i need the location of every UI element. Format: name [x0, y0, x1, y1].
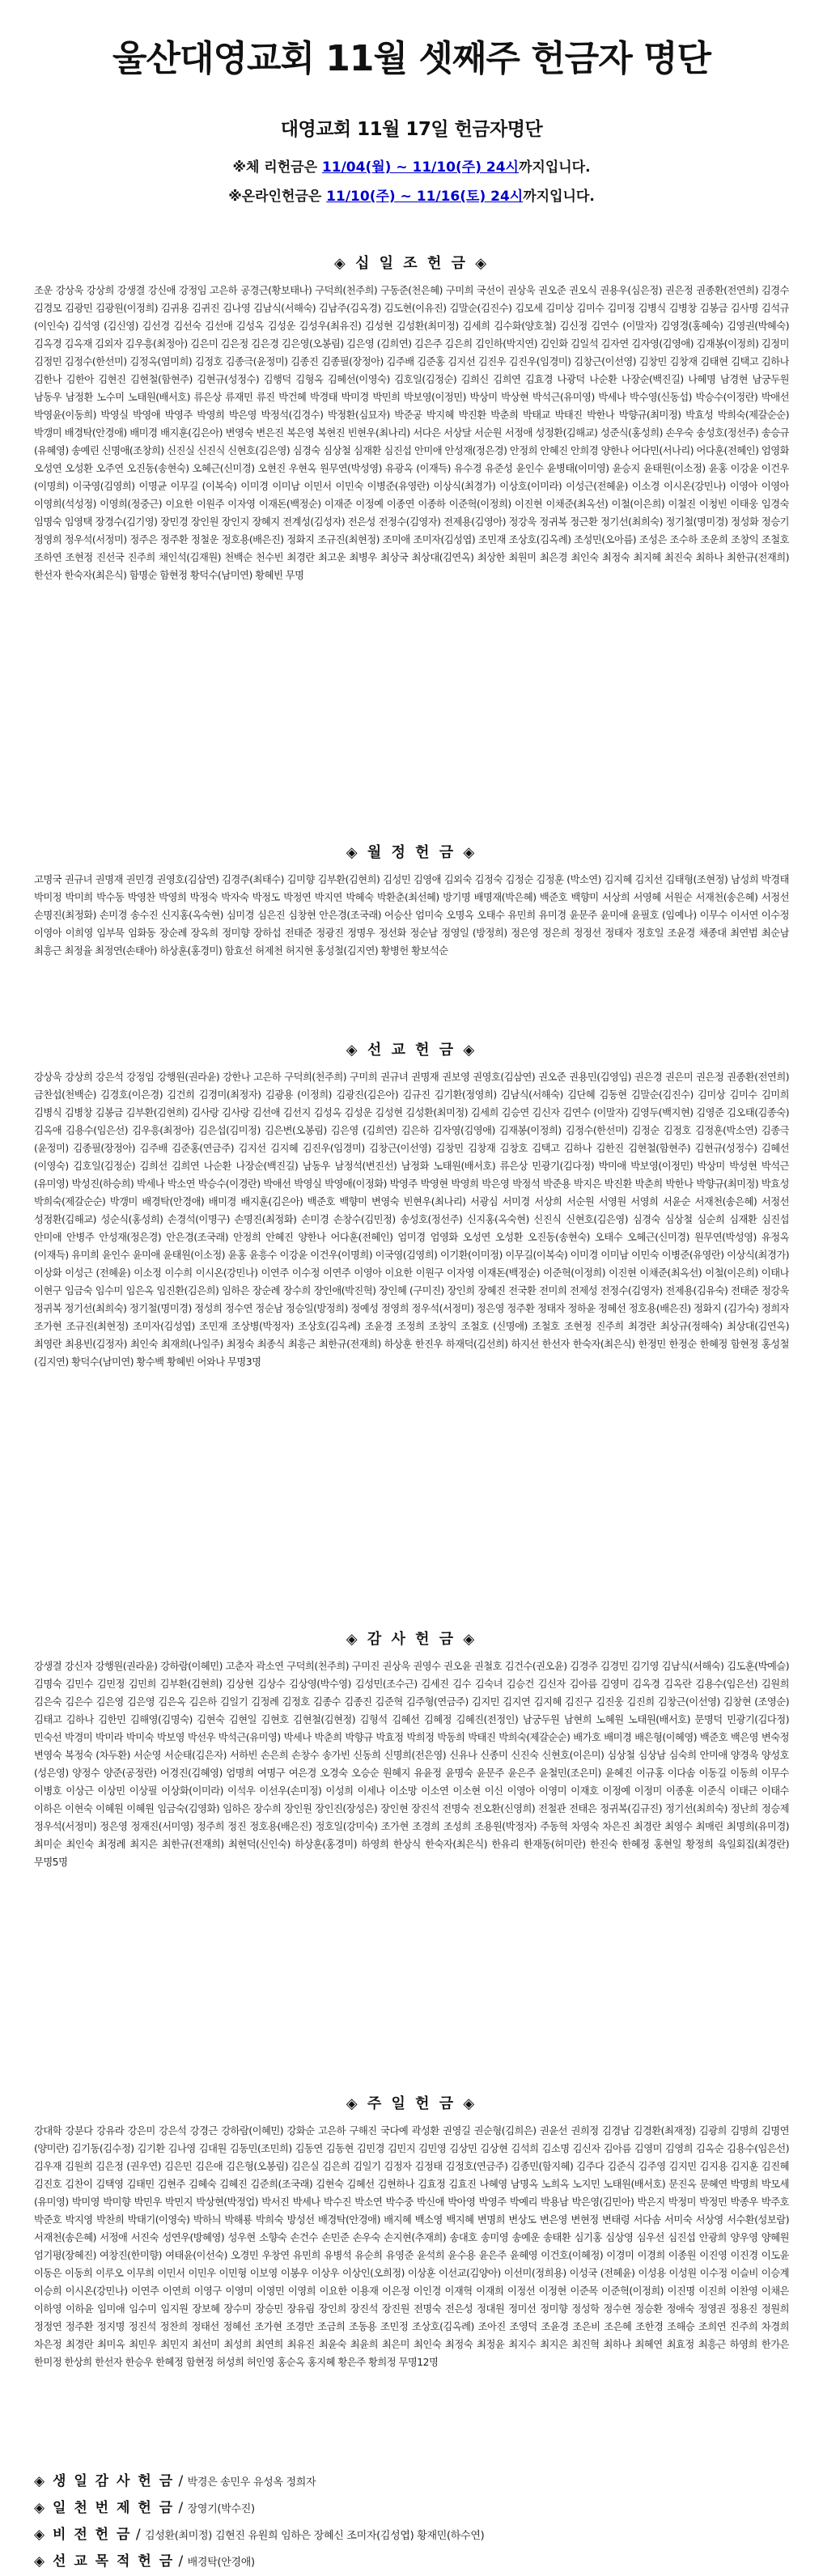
- extra-row-thousand: ◈ 일 천 번 제 헌 금 / 장영기(박수진): [34, 2500, 255, 2516]
- extra-row-vision: ◈ 비 전 헌 금 / 김성환(최미정) 김현진 유원희 임하은 장혜신 조미자(김성엽) 황재민(하수연): [34, 2527, 485, 2543]
- section-title-tithe: ◈ 십 일 조 헌 금 ◈: [333, 255, 490, 272]
- extra-value: 장영기(박수진): [187, 2503, 255, 2515]
- extra-value: 김성환(최미정) 김현진 유원희 임하은 장혜신 조미자(김성엽) 황재민(하수연): [144, 2530, 485, 2542]
- section-names-tithe: 조운 강상욱 강상희 강생결 강신애 강정임 고은하 공경근(황보태나) 구덕희(천주희) 구동준(천은혜) 구미희 국선이 권상욱 권오준 권오식 권용우(심은정) 권은정 권종환(전연희) 김경수 김경모 김광민 김광원(이정희) 김귀용 김귀진 김나영 김남식(서해숙) 김남주(김옥경) 김도현(이유진) 김말순(김진수) 김모세 김미상 김미수 김미정 김병식 김병창 김봉금 김사명 김석규(이인숙) 김석영 (김신영) 김선경 김선숙 김선애 김성옥 김성운 김성우(최유진) 김성현 김성환(최미정) 김세희 김수화(양호철) 김신정 김연수 (이말자) 김영경(홍혜숙) 김영권(박혜숙) 김옥경 김옥재 김외자 김우흥(최정아) 김은미 김은정 김은경 김은영(오봉림) 김은영 (김희연) 김은주 김은희 김인하(박지연) 김인화 김일석 김자연 김자영(김영애) 김재봉(이정희) 김정미 김정민 김정수(한선미) 김정옥(염미희) 김정호 김종극(윤정미) 김종진 김종필(장정아) 김주배 김준홍 김지선 김진우 김진우(임경미) 김창근(이선영) 김창민 김창재 김태현 김택고 김하나 김한나 김한아 김현진 김현철(함현주) 김현규(성정수) 김행덕 김형옥 김혜선(이영숙) 김호일(김정순) 김희신 김희연 김효경 나광덕 나순환 나장순(백진길) 나혜명 남경현 남궁두원 남동우 남정환 노수미 노태원(배서호) 류은상 류재민 류진 박건혜 박경태 박미경 박민희 박보영(이정민) 박상미 박상현 박석근(유미영) 박세나 박수영(신동섭) 박승수(이정란) 박애선 박영윤(이동희) 박영실 박영애 박영주 박영희 박은영 박정석(김경수) 박정환(심묘자) 박준공 박지혜 박진환 박춘희 박태교 박태진 박한나 박향규(최미정) 박효성 박희숙(제갈순순) 박갱미 배경탁(안경애) 배미경 배지훈(김은아) 변영숙 변은진 복은영 복현진 빈현우(최나리) 서다은 서상달 서순원 서정애 성정환(김해교) 성준식(홍성희) 손우숙 송성호(정선주) 송승규(유혜영) 송예린 신명애(조창희) 신진실 신진식 신현호(김은영) 심경숙 심상철 심재환 심진섭 안미애 안성재(정은경) 안정희 안혜진 안희경 양한나 어다민(서나리) 어다훈(전혜인) 엄영화 오성연 오성환 오주연 오진동(송현숙) 오혜근(신미경) 오현진 우현옥 원무연(박성영) 유광옥 (이재득) 유수경 유준성 윤인수 윤병태(이미영) 윤승지 윤태원(이소정) 윤홍 이강윤 이건우(이명희) 이국영(김영희) 이명균 이무길 (이복숙) 이미경 이미남 이민서 이민숙 이병준(유영란) 이상식(최경가) 이상호(이미라) 이성근(전혜윤) 이소경 이시온(강민나) 이영아 이영아 이영희(석성정) 이영희(정중근) 이요한 이원주 이자영 이재돈(백정순) 이재준 이정예 이종연 이종하 이준혁(이정희) 이진현 이채준(최옥선) 이철(이은희) 이철진 이청빈 이태웅 임경숙 임명숙 임영택 장경수(김기영) 장민경 장인원 장인지 장혜지 전계성(김성자) 전은성 전정수(김영자) 전제용(김영아) 정강욱 정귀복 정근환 정기선(최희숙) 정기철(명미경) 정성화 정승기 정영희 정우석(서정미) 정주은 정주환 정철운 정호용(배은진) 정화지 조규진(최현정) 조미애 조미자(김성엽) 조민재 조상호(김옥례) 조성민(오아름) 조성은 조수하 조운희 조창익 조철호 조하연 조현정 진선국 진주희 채인석(김재원) 천백순 천수빈 최경란 최고운 최병우 최상국 최상대(김연옥) 최상한 최원미 최은경 최인숙 최정숙 최지혜 최진숙 최하나 최한규(전재희) 한선자 한숙자(최은식) 함명순 함현정 황덕수(남미연) 황혜빈 무명: [34, 285, 789, 581]
- extra-value: 박경은 송민우 유성옥 정희자: [187, 2476, 316, 2489]
- section-title-sunday: ◈ 주 일 헌 금 ◈: [346, 2095, 477, 2112]
- section-names-sunday: 강대학 강분다 강유라 강은미 강은석 강경근 강하람(이혜민) 강화순 고은하 구해진 국다예 곽성환 권영길 권순형(김희은) 권윤선 권희정 김경남 김경환(최재정) 김광희 김명희 김명연(양미란) 김기동(김수정) 김기환 김나영 김대원 김동민(조민희) 김동연 김동현 김민경 김민지 김민영 김상민 김상현 김석희 김소명 김신자 김아름 김영미 김영희 김옥순 김용수(임은선) 김우재 김원희 김은정 (권우연) 김은민 김은애 김은형(오봉림) 김은실 김은희 김일기 김정자 김정태 김정호(연금주) 김종민(함지혜) 김주다 김준식 김주영 김지민 김지용 김지훈 김진혜 김진호 김찬이 김택영 김태민 김현주 김혜숙 김혜진 김준희(조국래) 김현숙 김혜선 김현하나 김효정 김효진 나혜영 남명옥 노희옥 노지민 노태원(배서호) 문진옥 문혜연 박명희 박모세(유미영) 박미영 박미향 박민우 박민지 박상현(박정업) 박서진 박세나 박수진 박소연 박수중 박신애 박아영 박영주 박예리 박용남 박은영(김민아) 박은지 박정미 박정민 박종우 박주호 박준호 박지영 박찬희 박태기(이영숙) 박하늬 박해룡 박희숙 방성선 배경탁(안경애) 배지혜 백소영 백지혜 변명희 변상도 변은영 변현정 변태령 서다솜 서미숙 서상영 서수환(성보람) 서재천(송은혜) 서정애 서진숙 성연우(방혜영) 성우현 소향숙 손건수 손민준 손우숙 손지현(추재희) 송대호 송미영 송예운 송태환 심기홍 심상영 심우선 심진섭 안광희 양우영 양혜원 엄기평(장혜진) 여창진(한미향) 여태윤(이선숙) 오경민 우창연 유민희 유병석 유순희 유영준 윤석희 윤수용 윤은주 윤혜영 이건호(이혜정) 이경미 이경희 이종원 이진영 이진경 이도윤 이동은 이동희 이루오 이무희 이민서 이민우 이민형 이보영 이봉우 이상우 이상인(오희정) 이상훈 이선교(김양아) 이선미(정희용) 이성국 (전혜윤) 이성용 이성원 이수정 이슬비 이승계 이승희 이시온(강민나) 이연주 이연희 이영구 이영미 이영민 이영희 이요한 이용재 이은정 이인경 이재혁 이재희 이정선 이정현 이준목 이준혁(이정희) 이진명 이진희 이찬영 이채은 이하영 이하윤 임미애 임수미 임지원 장보혜 장수미 장승민 장유림 장인희 장진석 장진원 전명숙 전은성 정대원 정미선 정미향 정성학 정수현 정승환 정애숙 정영권 정용진 정원희 정정연 정주환 정지명 정진석 정찬희 정태선 정혜선 조가현 조경만 조금희 조동용 조민정 조상호(김옥례) 조아진 조영덕 조윤경 조은비 조은혜 조한경 조해승 조희연 진주희 차경희 차은정 최경란 최미옥 최민우 최민지 최선미 최성희 최연희 최유진 최윤숙 최윤희 최은미 최인숙 최정숙 최정윤 최지수 최지은 최진혁 최하나 최혜연 최효정 최흥근 하영희 한가은 한미정 한상희 한선자 한승우 한혜정 함현정 허성희 허인영 홍순옥 홍지혜 황은주 황희정 무명12명: [34, 2125, 789, 2368]
- section-title-mission: ◈ 선 교 헌 금 ◈: [346, 1042, 477, 1059]
- notice-check-suffix: 까지입니다.: [518, 159, 591, 176]
- section-names-monthly: 고명국 권규녀 권명재 권민경 권영호(김삼연) 김경주(최태수) 김미향 김부환(김현희) 김성민 김영애 김외숙 김정숙 김정순 김정훈 (박소연) 김지혜 김치선 김태형(조현정) 남성희 박경태 박미정 박미희 박수동 박영찬 박영희 박정숙 박자숙 박정도 박정연 박지연 박혜숙 박환춘(최선혜) 방기명 배명재(박은혜) 백준호 백향미 서상희 서영혜 서원순 서재천(송은혜) 서정선 손명진(최정화) 손미경 송수진 신지홍(옥숙현) 심미경 심은진 심창현 안은경(조국래) 어승산 엄미숙 오명옥 오태수 유민희 유미경 윤문주 윤미애 윤필호 (임예나) 이무수 이서연 이수정 이영아 이희영 임부묵 임화동 장순례 장옥희 정미향 장하섭 전태준 정광진 정명우 정선화 정순남 정영일 (방정희) 정은영 정은희 정정선 정태자 정호일 조윤경 채종대 최연범 최순남 최흥근 최정율 최정연(손태아) 하상훈(홍경미) 함효선 허제천 허지현 홍성철(김지연) 황병헌 황보석순: [34, 874, 789, 957]
- page-title: 울산대영교회 11월 셋째주 헌금자 명단: [112, 38, 711, 79]
- extra-row-mission-purpose: ◈ 선 교 목 적 헌 금 / 배경탁(안경애): [34, 2553, 255, 2570]
- notice-check-offering: [0, 155, 823, 180]
- extra-label: ◈ 생 일 감 사 헌 금: [34, 2473, 175, 2489]
- extra-label: ◈ 일 천 번 제 헌 금: [34, 2500, 175, 2516]
- notice-online-prefix: ※온라인헌금은: [228, 189, 327, 205]
- notice-check-period: 11/04(월) ~ 11/10(주) 24시: [321, 159, 519, 176]
- section-names-thanksgiving: 강생결 강신자 강행원(권라윤) 강하람(이혜민) 고춘자 곽소연 구덕희(천주희) 구미진 권상욱 권영수 권오윤 권철호 김건수(권오윤) 김경주 김경민 김기영 김남식(서해숙) 김도훈(박예슬) 김명숙 김민수 김민정 김민희 김부환(김현희) 김상현 김상수 김상영(박수영) 김성민(조수근) 김세진 김수 김숙녀 김승건 김신자 김아름 김영미 김옥경 김옥란 김용수(임은선) 김원희 김은숙 김은수 김은영 김은영 김은옥 김은하 김일기 김정례 김정호 김종수 김종진 김준혁 김주형(연금주) 김지민 김지연 김지혜 김진구 김진웅 김진희 김창근(이선영) 김창현 (조영순) 김태고 김하나 김한민 김해영(김명숙) 김현숙 김현일 김현호 김현철(김현정) 김형석 김혜선 김혜정 김혜진(전정인) 남궁두원 남현희 노혜원 노태원(배서호) 문명덕 민광기(김다정) 민숙선 박경미 박미라 박미숙 박보영 박선우 박석근(유미영) 박세나 박춘희 박향규 박효정 박희정 박동희 박태진 박희숙(제갈순순) 배가호 배미경 배은형(이혜영) 백준호 백은영 변숙정 변영숙 복정숙 (차두환) 서순영 서순태(김은자) 서하빈 손은희 손창수 송가빈 신동희 신명희(전은영) 신유나 신종미 신진숙 신현호(이은미) 심상철 심상남 심숙희 안미애 양경욱 양성호(성은영) 양정수 양준(공정란) 어경진(김혜영) 엄명희 여명구 여은경 오경숙 오승순 원혜지 유윤정 윤명숙 윤문주 윤은주 윤철민(조은미) 윤혜진 이규홍 이다솜 이동길 이동희 이무수 이병호 이상근 이상민 이상필 이상화(이미라) 이석우 이선우(손미정) 이성희 이세나 이소망 이소연 이소현 이신 이영아 이영미 이재호 이정예 이정미 이종훈 이준식 이태근 이태수 이하은 이현숙 이혜원 이혜원 임금숙(김영화) 임하은 장수희 장인원 장인진(장성은) 장인현 장진석 전명숙 전오환(신영희) 전철관 전태은 정귀복(김규진) 정기선(최희숙) 정난희 정승제 정우석(서정미) 정은영 정재진(서미영) 정주희 정진 정호용(배은진) 정호일(강미숙) 조가현 조경희 조성희 조용원(박정자) 주동혁 차영숙 차은진 최경란 최영수 최매린 최명희(유미경) 최미순 최인숙 최정례 최지은 최한규(전재희) 최현덕(신인숙) 하상훈(홍경미) 하영희 한상식 한숙자(최은식) 한유리 한재동(허미란) 한진숙 한혜정 홍현일 황정희 육일회집(최경란) 무명5명: [34, 1661, 789, 1868]
- extra-value: 배경탁(안경애): [187, 2557, 255, 2569]
- extra-label: ◈ 비 전 헌 금: [34, 2527, 132, 2543]
- notice-check-prefix: ※체 리헌금은: [232, 159, 322, 176]
- notice-online-offering: [0, 185, 823, 209]
- section-names-mission: 강상욱 강상희 강은석 강정임 강행원(권라윤) 강한나 고은하 구덕희(천주희) 구미희 권규녀 권명재 권보영 권영호(김삼연) 권오준 권용민(김영임) 권은경 권은미 권은정 권종환(전연희) 금찬섭(천백순) 김경호(이은경) 김건희 김경미(최정자) 김광용 (이정희) 김광진(김은아) 김규진 김기환(정영희) 김남식(서해숙) 김단혜 김동현 김말순(김진수) 김미상 김미수 김미희 김병식 김병창 김봉금 김부환(김현희) 김사랑 김사랑 김선애 김선지 김성옥 김성운 김성현 김성환(최미정) 김세희 김승연 김신자 김연수 (이말자) 김영두(백지현) 김영준 김오태(김종숙) 김옥애 김용수(임은선) 김우흥(최정아) 김은섭(김미정) 김은변(오봉림) 김은영 (김희연) 김은하 김자영(김영애) 김재봉(이정희) 김정수(한선미) 김정순 김정호 김정훈(박소연) 김종극(윤정미) 김종필(장정아) 김주배 김준홍(연금주) 김지선 김지혜 김진우(임경미) 김창근(이선영) 김창민 김창재 김창호 김택고 김하나 김한진 김현철(함현주) 김현규(성정수) 김혜선(이영숙) 김호일(김정순) 김희선 김희연 나순환 나장순(백진길) 남동우 남정석(변진선) 남정화 노태원(배서호) 류은상 민광기(김다정) 박미애 박보영(이정민) 박상미 박성현 박석근(유미영) 박성진(하승희) 박세나 박소연 박승수(이경란) 박애선 박영실 박영애(이정화) 박영주 박영현 박영희 박은영 박정석 박준용 박지은 박진환 박춘희 박한나 박향규(최미정) 박효성 박희숙(제갈순순) 박갱미 배경탁(안경애) 배미경 배지훈(김은아) 백준호 백향미 변영숙 빈현우(최나리) 서광심 서미경 서상희 서순원 서영원 서영희 서윤순 서재천(송은혜) 서정선 성정환(김해교) 성순식(홍성희) 손경석(이명구) 손명진(최정화) 손미경 손창수(김민정) 송성호(정선주) 신지홍(옥숙현) 신진식 신현호(김은영) 심경숙 심상철 심순희 심재환 심진섭 안미애 안병주 안성재(정은경) 안은경(조국래) 안정희 안혜진 양한나 어다훈(전혜인) 엄미경 엄영화 오성연 오성환 오진동(송현숙) 오태수 오혜근(신미경) 원무연(박성영) 유정옥(이재득) 유미희 윤인수 윤미애 윤태원(이소정) 윤홍 윤흥수 이강윤 이건우(이명희) 이국영(김영희) 이기환(이미정) 이무길(이복숙) 이미경 이미남 이민숙 이병준(유영란) 이상식(최경가) 이상화 이성근 (전혜윤) 이소정 이수희 이시온(강민나) 이연주 이수정 이연주 이영아 이요한 이원구 이자영 이재돈(백정순) 이준혁(이정희) 이진현 이채준(최옥선) 이철(이은희) 이태나 이현구 임금숙 임수미 임은옥 임진환(김은희) 임하은 장순례 장수희 장인애(박진혁) 장인혜 (구미진) 장인희 장혜진 전국환 전미희 전제성 전정수(김영자) 전제용(김유숙) 전태준 정강욱 정귀복 정기선(최희숙) 정기철(명미경) 정성희 정수연 정순남 정승일(방정희) 정예성 정영희 정우석(서정미) 정은영 정주환 정태자 정하윤 정혜선 정호용(배은진) 정화지 (김가숙) 정희자 조가현 조규진(최현정) 조미자(김성엽) 조민재 조상병(박정자) 조상호(김옥례) 조윤경 조정희 조창익 조철호 (신명애) 조철호 조현정 진주희 최경란 최상규(정해숙) 최상대(김연옥) 최영란 최용빈(김정자) 최인숙 최재희(나일주) 최정숙 최종식 최흥근 최한규(전재희) 하상훈 한진우 하재덕(김선희) 하지선 한선자 한숙자(최은식) 한정민 한정순 한혜정 함현정 홍성철(김지연) 황덕수(남미연) 황수백 황혜빈 어와나 무명3명: [34, 1072, 789, 1368]
- section-title-monthly: ◈ 월 정 헌 금 ◈: [346, 844, 477, 861]
- extra-offerings: [34, 2468, 789, 2575]
- extra-row-birthday: ◈ 생 일 감 사 헌 금 / 박경은 송민우 유성옥 정희자: [34, 2473, 316, 2489]
- extra-label: ◈ 선 교 목 적 헌 금: [34, 2553, 175, 2570]
- notice-online-period: 11/10(주) ~ 11/16(토) 24시: [326, 189, 524, 205]
- notice-online-suffix: 까지입니다.: [523, 189, 595, 205]
- section-title-thanksgiving: ◈ 감 사 헌 금 ◈: [346, 1631, 477, 1648]
- page-subtitle: 대영교회 11월 17일 헌금자명단: [280, 119, 543, 140]
